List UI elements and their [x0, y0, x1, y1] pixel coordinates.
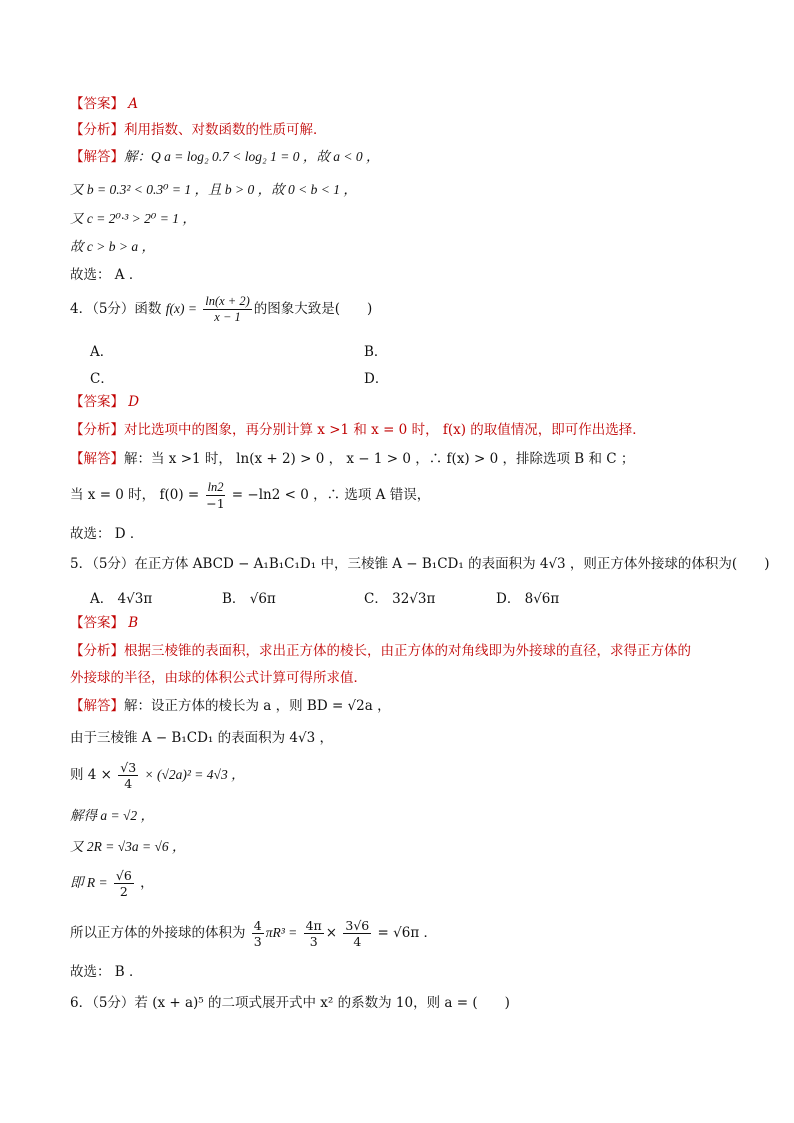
q5-solution-line-2: 由于三棱锥 A − B₁CD₁ 的表面积为 4√3 ，	[70, 730, 333, 746]
four-pi-over-3-fraction	[304, 918, 324, 949]
q4-function-name: f(x) =	[165, 301, 197, 316]
q4-solution-line-3: 故选： D ．	[70, 526, 144, 542]
q5-solution-line-6	[70, 865, 754, 901]
line-prefix: 则 4 ×	[70, 767, 112, 783]
fraction-denominator: −1	[206, 496, 225, 511]
answer-value: B	[128, 615, 139, 631]
solution-tag: 【解答】	[70, 149, 124, 165]
q4-option-b: B．	[364, 344, 388, 360]
solution-text: 解：设正方体的棱长为 a ，则 BD = √2a ，	[124, 698, 391, 714]
answer-tag: 【答案】	[70, 96, 124, 112]
analysis-tag: 【分析】	[70, 422, 124, 438]
line-middle-1: πR³ =	[265, 925, 298, 940]
q3-answer-line	[70, 95, 754, 113]
q4-option-a: A．	[90, 344, 114, 360]
analysis-text: 利用指数、对数函数的性质可解．	[124, 122, 327, 138]
q4-solution-line-1	[70, 450, 754, 468]
q3-analysis-line	[70, 121, 754, 139]
q4-fraction	[203, 294, 252, 325]
q3-solution-line-2: 又 b = 0.3² < 0.3⁰ = 1 ，且 b > 0 ，故 0 < b < 1 ，	[70, 182, 357, 197]
q4-stem-prefix: 4．（5分）函数	[70, 301, 162, 317]
q4-stem	[70, 292, 754, 326]
sqrt6-over-2-fraction	[114, 868, 134, 899]
q3-solution-line-1	[70, 148, 754, 166]
answer-value: D	[128, 394, 140, 410]
q3-solution-line-3: 又 c = 2⁰·³ > 2⁰ = 1 ，	[70, 211, 196, 226]
solution-text: 解：当 x >1 时， ln(x + 2) > 0 ， x − 1 > 0 ，∴ f(x) > 0 ，排除选项 B 和 C ；	[124, 451, 635, 467]
q5-solution-line-3	[70, 757, 754, 793]
fraction-numerator: 4	[253, 918, 262, 933]
fraction-denominator: 3	[253, 934, 262, 949]
three-sqrt6-over-4-fraction	[343, 918, 371, 949]
line-suffix: = √6π ．	[377, 925, 438, 941]
q4-answer-line	[70, 393, 754, 411]
q4-fraction-denominator: x − 1	[214, 310, 241, 324]
q5-analysis-line-2: 外接球的半径，由球的体积公式计算可得所求值．	[70, 670, 367, 686]
q4-option-d: D．	[364, 371, 389, 387]
fraction-numerator: 4π	[305, 918, 322, 933]
q5-solution-line-1	[70, 697, 754, 715]
q3-solution-line-4: 故 c > b > a ，	[70, 239, 155, 254]
fraction-numerator: √3	[120, 760, 137, 775]
q4-analysis-line	[70, 421, 754, 439]
fraction-denominator: 2	[119, 884, 128, 899]
analysis-tag: 【分析】	[70, 643, 124, 659]
q5-solution-line-5: 又 2R = √3a = √6 ，	[70, 839, 186, 854]
q5-option-c: C． 32√3π	[364, 591, 436, 607]
q5-analysis-line-1	[70, 642, 754, 660]
fraction-numerator: ln2	[207, 480, 224, 494]
q4-fraction-numerator: ln(x + 2)	[205, 294, 250, 308]
solution-tag: 【解答】	[70, 451, 124, 467]
q4-option-c: C．	[90, 371, 114, 387]
analysis-text: 对比选项中的图象，再分别计算 x >1 和 x = 0 时， f(x) 的取值情况，即可作出选择．	[124, 422, 646, 438]
solution-tag: 【解答】	[70, 698, 124, 714]
sqrt3-over-4-fraction	[118, 760, 138, 791]
fraction-denominator: 4	[353, 934, 362, 949]
fraction-numerator: 3√6	[345, 918, 370, 933]
analysis-text: 根据三棱锥的表面积，求出正方体的棱长，由正方体的对角线即为外接球的直径，求得正方体的	[124, 643, 691, 659]
line-middle-2: ×	[325, 925, 338, 941]
fraction-numerator: √6	[115, 868, 132, 883]
q4-stem-suffix: 的图象大致是( )	[253, 301, 373, 317]
line-suffix: = −ln2 < 0 ，∴ 选项 A 错误，	[231, 487, 431, 503]
q3-solution-line-5: 故选： A ．	[70, 267, 143, 283]
line-prefix: 所以正方体的外接球的体积为	[70, 925, 246, 941]
q5-answer-line	[70, 614, 754, 632]
line-prefix: 即 R =	[70, 875, 108, 890]
line-suffix: × (√2a)² = 4√3 ，	[144, 767, 245, 782]
q4-solution-line-2	[70, 477, 754, 513]
answer-value: A	[128, 96, 139, 112]
q5-stem: 5．（5分）在正方体 ABCD − A₁B₁C₁D₁ 中，三棱锥 A − B₁CD₁ 的表面积为 4√3 ，则正方体外接球的体积为( )	[70, 556, 770, 572]
fraction-denominator: 3	[309, 934, 318, 949]
q5-solution-line-8: 故选： B ．	[70, 964, 143, 980]
four-thirds-fraction	[252, 918, 264, 949]
q5-option-a: A． 4√3π	[90, 591, 153, 607]
q5-solution-line-7	[70, 914, 754, 952]
q5-option-b: B． √6π	[222, 591, 276, 607]
answer-tag: 【答案】	[70, 394, 124, 410]
analysis-tag: 【分析】	[70, 122, 124, 138]
line-suffix: ，	[140, 875, 154, 891]
fraction-denominator: 4	[124, 776, 133, 791]
q5-option-d: D． 8√6π	[496, 591, 560, 607]
answer-tag: 【答案】	[70, 615, 124, 631]
line-prefix: 当 x = 0 时， f(0) =	[70, 487, 200, 503]
q6-stem: 6．（5分）若 (x + a)⁵ 的二项式展开式中 x² 的系数为 10，则 a = ( )	[70, 995, 510, 1011]
q5-solution-line-4: 解得 a = √2 ，	[70, 808, 155, 823]
ln2-fraction	[206, 480, 226, 511]
solution-text: 解：Q a = log₂ 0.7 < log₂ 1 = 0 ，故 a < 0 ，	[124, 149, 380, 164]
